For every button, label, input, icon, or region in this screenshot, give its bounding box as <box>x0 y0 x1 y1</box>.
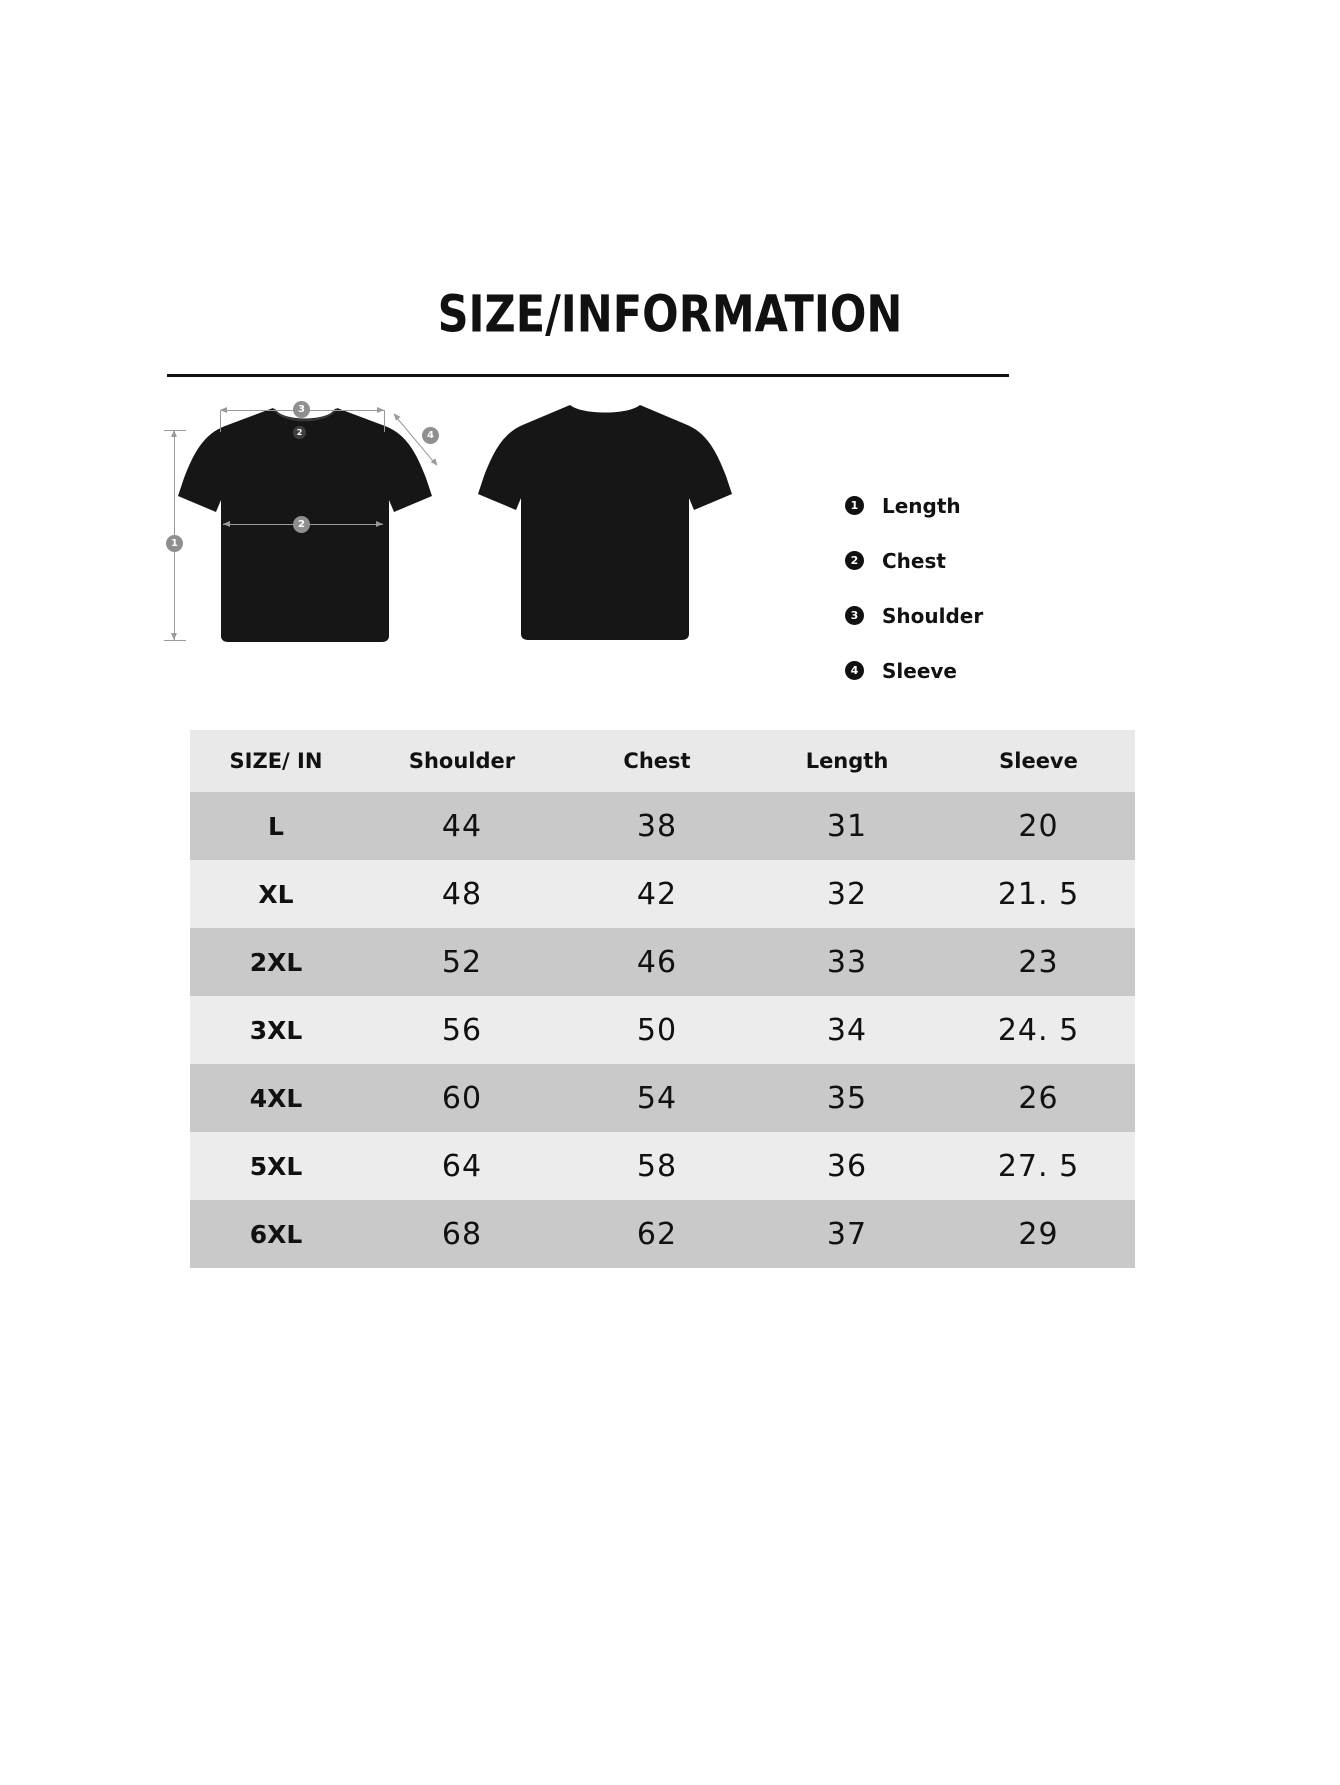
cell-size: 6XL <box>249 1219 303 1249</box>
column-header-sleeve: Sleeve <box>942 730 1135 792</box>
cell-chest: 54 <box>636 1080 678 1116</box>
cell-sleeve: 24. 5 <box>997 1012 1080 1048</box>
cell-shoulder: 44 <box>441 808 483 844</box>
table-row <box>190 860 1135 928</box>
cell-sleeve: 27. 5 <box>997 1148 1080 1184</box>
column-header-shoulder: Shoulder <box>362 730 562 792</box>
marker-length: 1 <box>166 535 183 552</box>
measurement-legend <box>845 478 1075 698</box>
cell-size: 2XL <box>249 947 303 977</box>
cell-chest: 58 <box>636 1148 678 1184</box>
table-row <box>190 1200 1135 1268</box>
cell-sleeve: 20 <box>1018 808 1059 844</box>
cell-length: 33 <box>826 944 868 980</box>
cell-sleeve: 29 <box>1018 1216 1059 1252</box>
cell-chest: 42 <box>636 876 678 912</box>
cell-shoulder: 52 <box>441 944 483 980</box>
cell-sleeve: 26 <box>1018 1080 1059 1116</box>
cell-shoulder: 64 <box>441 1148 483 1184</box>
cell-length: 32 <box>826 876 868 912</box>
legend-label-sleeve: Sleeve <box>882 658 957 683</box>
cell-length: 37 <box>826 1216 868 1252</box>
cell-shoulder: 60 <box>441 1080 483 1116</box>
cell-size: 5XL <box>249 1151 303 1181</box>
marker-sleeve: 4 <box>422 427 439 444</box>
legend-item-chest <box>845 533 1075 588</box>
size-table <box>190 730 1135 1268</box>
legend-label-shoulder: Shoulder <box>882 603 984 628</box>
marker-chest-neck: 2 <box>293 426 306 439</box>
cell-chest: 62 <box>636 1216 678 1252</box>
cell-shoulder: 56 <box>441 1012 483 1048</box>
legend-badge-2: 2 <box>845 551 864 570</box>
page-title: SIZE/INFORMATION <box>437 285 903 345</box>
length-tick-bottom <box>164 640 186 641</box>
table-row <box>190 1064 1135 1132</box>
shoulder-tick-right <box>384 410 385 432</box>
cell-chest: 38 <box>636 808 678 844</box>
legend-label-length: Length <box>882 493 961 518</box>
cell-shoulder: 68 <box>441 1216 483 1252</box>
t-shirt-back-illustration <box>470 398 740 643</box>
marker-shoulder: 3 <box>293 401 310 418</box>
legend-badge-4: 4 <box>845 661 864 680</box>
cell-chest: 50 <box>636 1012 678 1048</box>
legend-item-shoulder <box>845 588 1075 643</box>
legend-item-length <box>845 478 1075 533</box>
shoulder-tick-left <box>220 410 221 432</box>
marker-chest: 2 <box>293 516 310 533</box>
legend-badge-3: 3 <box>845 606 864 625</box>
legend-badge-1: 1 <box>845 496 864 515</box>
table-row <box>190 792 1135 860</box>
cell-shoulder: 48 <box>441 876 483 912</box>
cell-chest: 46 <box>636 944 678 980</box>
length-tick-top <box>164 430 186 431</box>
cell-sleeve: 23 <box>1018 944 1059 980</box>
table-row <box>190 928 1135 996</box>
legend-item-sleeve <box>845 643 1075 698</box>
cell-length: 36 <box>826 1148 868 1184</box>
column-header-size: SIZE/ IN <box>190 730 362 792</box>
title-divider <box>167 374 1009 377</box>
cell-size: 3XL <box>249 1015 303 1045</box>
legend-label-chest: Chest <box>882 548 946 573</box>
cell-length: 34 <box>826 1012 868 1048</box>
column-header-chest: Chest <box>562 730 752 792</box>
cell-size: 4XL <box>249 1083 303 1113</box>
page-title-container <box>0 285 1340 345</box>
cell-length: 31 <box>826 808 868 844</box>
cell-size: L <box>268 811 284 841</box>
cell-size: XL <box>258 879 294 909</box>
column-header-length: Length <box>752 730 942 792</box>
table-row <box>190 996 1135 1064</box>
table-header-row <box>190 730 1135 792</box>
table-row <box>190 1132 1135 1200</box>
cell-sleeve: 21. 5 <box>997 876 1080 912</box>
cell-length: 35 <box>826 1080 868 1116</box>
